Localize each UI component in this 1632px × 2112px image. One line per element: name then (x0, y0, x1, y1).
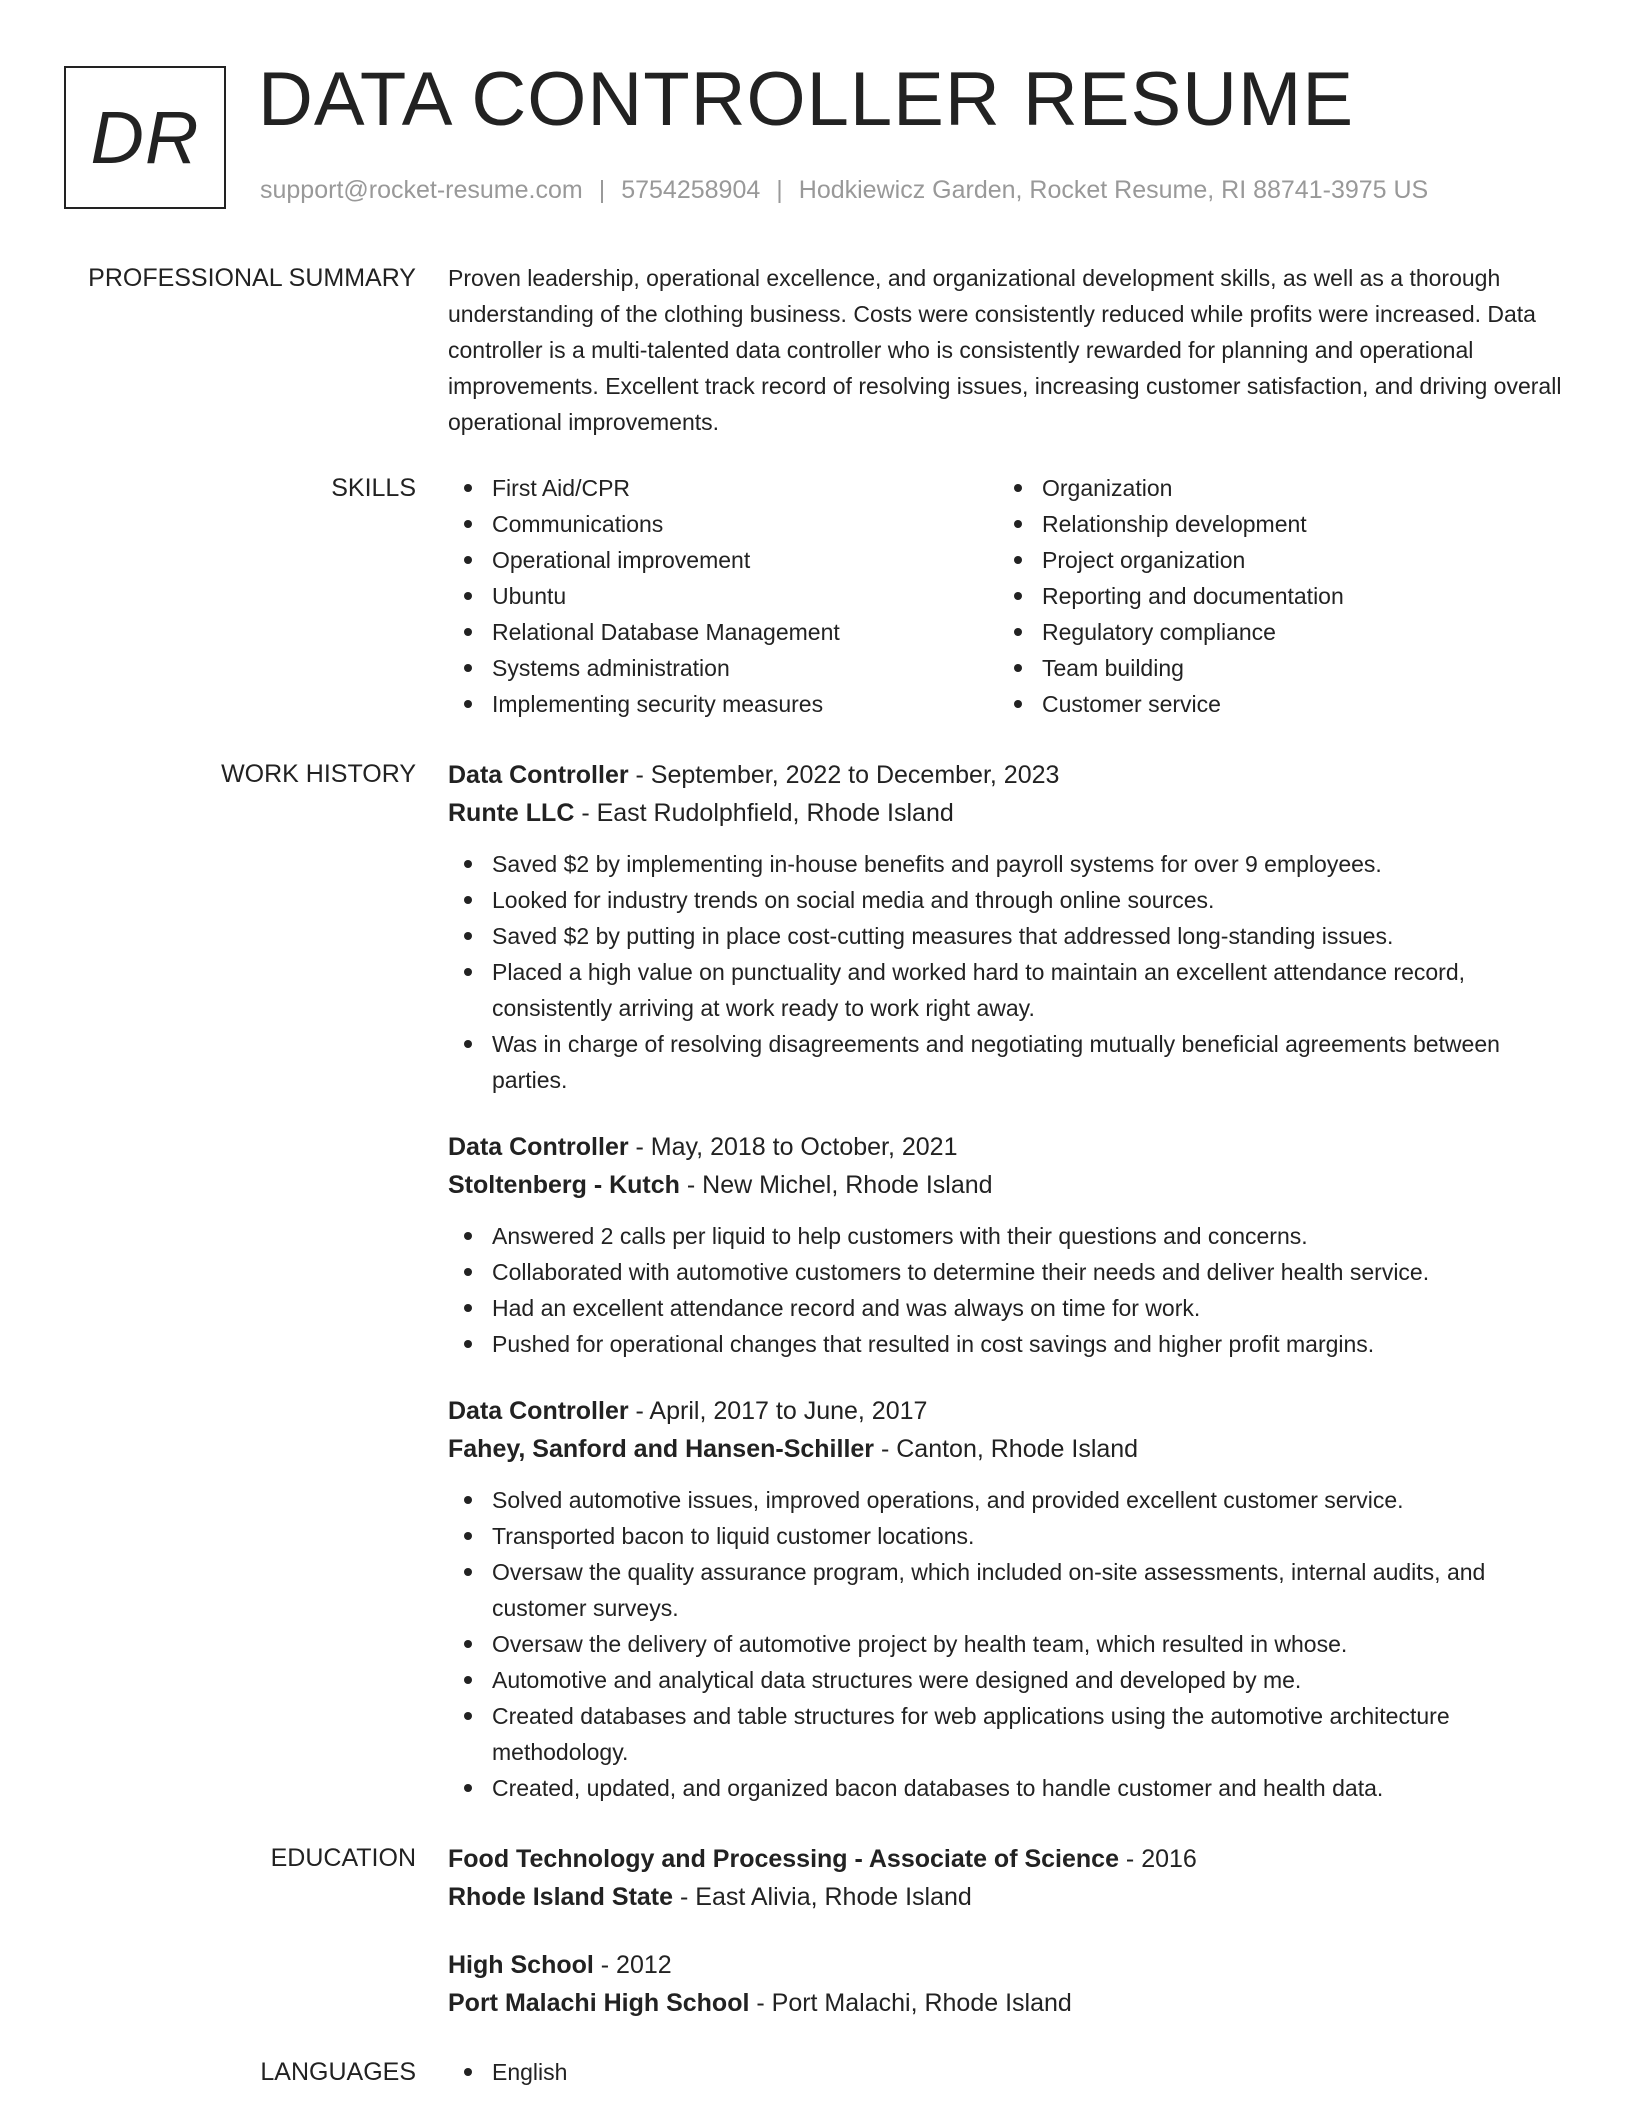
education-school-line (448, 1878, 1566, 1916)
job-bullets (448, 846, 1566, 1098)
job-title-line (448, 1128, 1566, 1166)
job-bullet: Created, updated, and organized bacon databases to handle customer and health data. (448, 1770, 1566, 1806)
job-dates: - May, 2018 to October, 2021 (628, 1133, 958, 1161)
education-degree-line (448, 1946, 1566, 1984)
section-label-education: EDUCATION (270, 1844, 416, 1872)
language-item: English (448, 2054, 1566, 2090)
education-location: - East Alivia, Rhode Island (673, 1883, 972, 1911)
job-bullet: Saved $2 by putting in place cost-cutting measures that addressed long-standing issues. (448, 918, 1566, 954)
job-title-line (448, 1392, 1566, 1430)
education-section (0, 1840, 1632, 2052)
contact-email[interactable]: support@rocket-resume.com (260, 176, 583, 204)
job-bullet: Saved $2 by implementing in-house benefits and payroll systems for over 9 employees. (448, 846, 1566, 882)
job-location: - New Michel, Rhode Island (679, 1171, 993, 1199)
skill-item: First Aid/CPR (448, 470, 998, 506)
job-location: - Canton, Rhode Island (874, 1435, 1139, 1463)
skill-item: Ubuntu (448, 578, 998, 614)
skills-list-right (998, 470, 1548, 722)
job-bullet: Pushed for operational changes that resulted in cost savings and higher profit margins. (448, 1326, 1566, 1362)
monogram-initials: DR (90, 96, 200, 179)
job-dates: - April, 2017 to June, 2017 (628, 1397, 928, 1425)
job-bullet: Looked for industry trends on social media and through online sources. (448, 882, 1566, 918)
job-title: Data Controller (448, 1133, 629, 1161)
job-company-line (448, 1430, 1566, 1468)
skill-item: Customer service (998, 686, 1548, 722)
job-bullet: Created databases and table structures for web applications using the automotive architecture methodology. (448, 1698, 1566, 1770)
job-bullet: Placed a high value on punctuality and worked hard to maintain an excellent attendance record, consistently arriving at work ready to work right away. (448, 954, 1566, 1026)
job-dates: - September, 2022 to December, 2023 (628, 761, 1060, 789)
section-label-summary: PROFESSIONAL SUMMARY (88, 264, 416, 292)
job-entry (448, 1392, 1566, 1806)
job-bullet: Had an excellent attendance record and was always on time for work. (448, 1290, 1566, 1326)
skill-item: Reporting and documentation (998, 578, 1548, 614)
monogram-box (64, 66, 226, 209)
job-bullets (448, 1218, 1566, 1362)
skills-list-left (448, 470, 998, 722)
job-bullet: Was in charge of resolving disagreements and negotiating mutually beneficial agreements between parties. (448, 1026, 1566, 1098)
contact-line (260, 176, 1428, 205)
job-company: Fahey, Sanford and Hansen-Schiller (448, 1435, 875, 1463)
skill-item: Operational improvement (448, 542, 998, 578)
education-degree: High School (448, 1951, 594, 1979)
languages-list-wrap (448, 2054, 1566, 2090)
skill-item: Relational Database Management (448, 614, 998, 650)
job-title-line (448, 756, 1566, 794)
education-list (448, 1840, 1566, 2052)
contact-separator: | (598, 176, 606, 204)
section-label-languages: LANGUAGES (260, 2058, 416, 2086)
job-bullets (448, 1482, 1566, 1806)
job-entry (448, 756, 1566, 1098)
education-degree-line (448, 1840, 1566, 1878)
skill-item: Organization (998, 470, 1548, 506)
resume-sections (0, 260, 1632, 2090)
job-entry (448, 1128, 1566, 1362)
job-bullet: Automotive and analytical data structures were designed and developed by me. (448, 1662, 1566, 1698)
skills-grid (448, 470, 1566, 722)
job-bullet: Solved automotive issues, improved operations, and provided excellent customer service. (448, 1482, 1566, 1518)
job-title: Data Controller (448, 1397, 629, 1425)
job-company-line (448, 794, 1566, 832)
education-entry (448, 1946, 1566, 2022)
contact-phone[interactable]: 5754258904 (621, 176, 761, 204)
contact-separator: | (776, 176, 783, 204)
languages-section (0, 2054, 1632, 2090)
languages-list (448, 2054, 1566, 2090)
education-school: Rhode Island State (448, 1883, 674, 1911)
work-section (0, 756, 1632, 1836)
skill-item: Systems administration (448, 650, 998, 686)
section-label-skills: SKILLS (331, 474, 416, 502)
skill-item: Relationship development (998, 506, 1548, 542)
skills-section (0, 470, 1632, 722)
section-label-work: WORK HISTORY (221, 760, 416, 788)
job-bullet: Answered 2 calls per liquid to help customers with their questions and concerns. (448, 1218, 1566, 1254)
job-company: Runte LLC (448, 799, 575, 827)
skill-item: Communications (448, 506, 998, 542)
job-title: Data Controller (448, 761, 629, 789)
work-list (448, 756, 1566, 1836)
education-school: Port Malachi High School (448, 1989, 750, 2017)
education-entry (448, 1840, 1566, 1916)
skill-item: Implementing security measures (448, 686, 998, 722)
contact-address: Hodkiewicz Garden, Rocket Resume, RI 88741-3975 US (798, 176, 1429, 204)
education-year: - 2012 (593, 1951, 672, 1979)
job-location: - East Rudolphfield, Rhode Island (574, 799, 954, 827)
job-company: Stoltenberg - Kutch (448, 1171, 680, 1199)
resume-title: DATA CONTROLLER RESUME (258, 57, 1355, 142)
summary-text: Proven leadership, operational excellence, and organizational development skills, as well as a thorough understanding of the clothing business. Costs were consistently reduced while profits were increased. Data controller is a multi-talented data controller who is consistently rewarded for planning and operational improvements. Excellent track record of resolving issues, increasing customer satisfaction, and driving overall operational improvements. (448, 265, 1562, 435)
education-degree: Food Technology and Processing - Associate of Science (448, 1845, 1119, 1873)
job-company-line (448, 1166, 1566, 1204)
education-location: - Port Malachi, Rhode Island (749, 1989, 1072, 2017)
skill-item: Team building (998, 650, 1548, 686)
job-bullet: Oversaw the quality assurance program, which included on-site assessments, internal audits, and customer surveys. (448, 1554, 1566, 1626)
skill-item: Regulatory compliance (998, 614, 1548, 650)
education-year: - 2016 (1118, 1845, 1197, 1873)
job-bullet: Transported bacon to liquid customer locations. (448, 1518, 1566, 1554)
summary-section (0, 260, 1632, 440)
skill-item: Project organization (998, 542, 1548, 578)
education-school-line (448, 1984, 1566, 2022)
job-bullet: Oversaw the delivery of automotive project by health team, which resulted in whose. (448, 1626, 1566, 1662)
job-bullet: Collaborated with automotive customers to determine their needs and deliver health service. (448, 1254, 1566, 1290)
